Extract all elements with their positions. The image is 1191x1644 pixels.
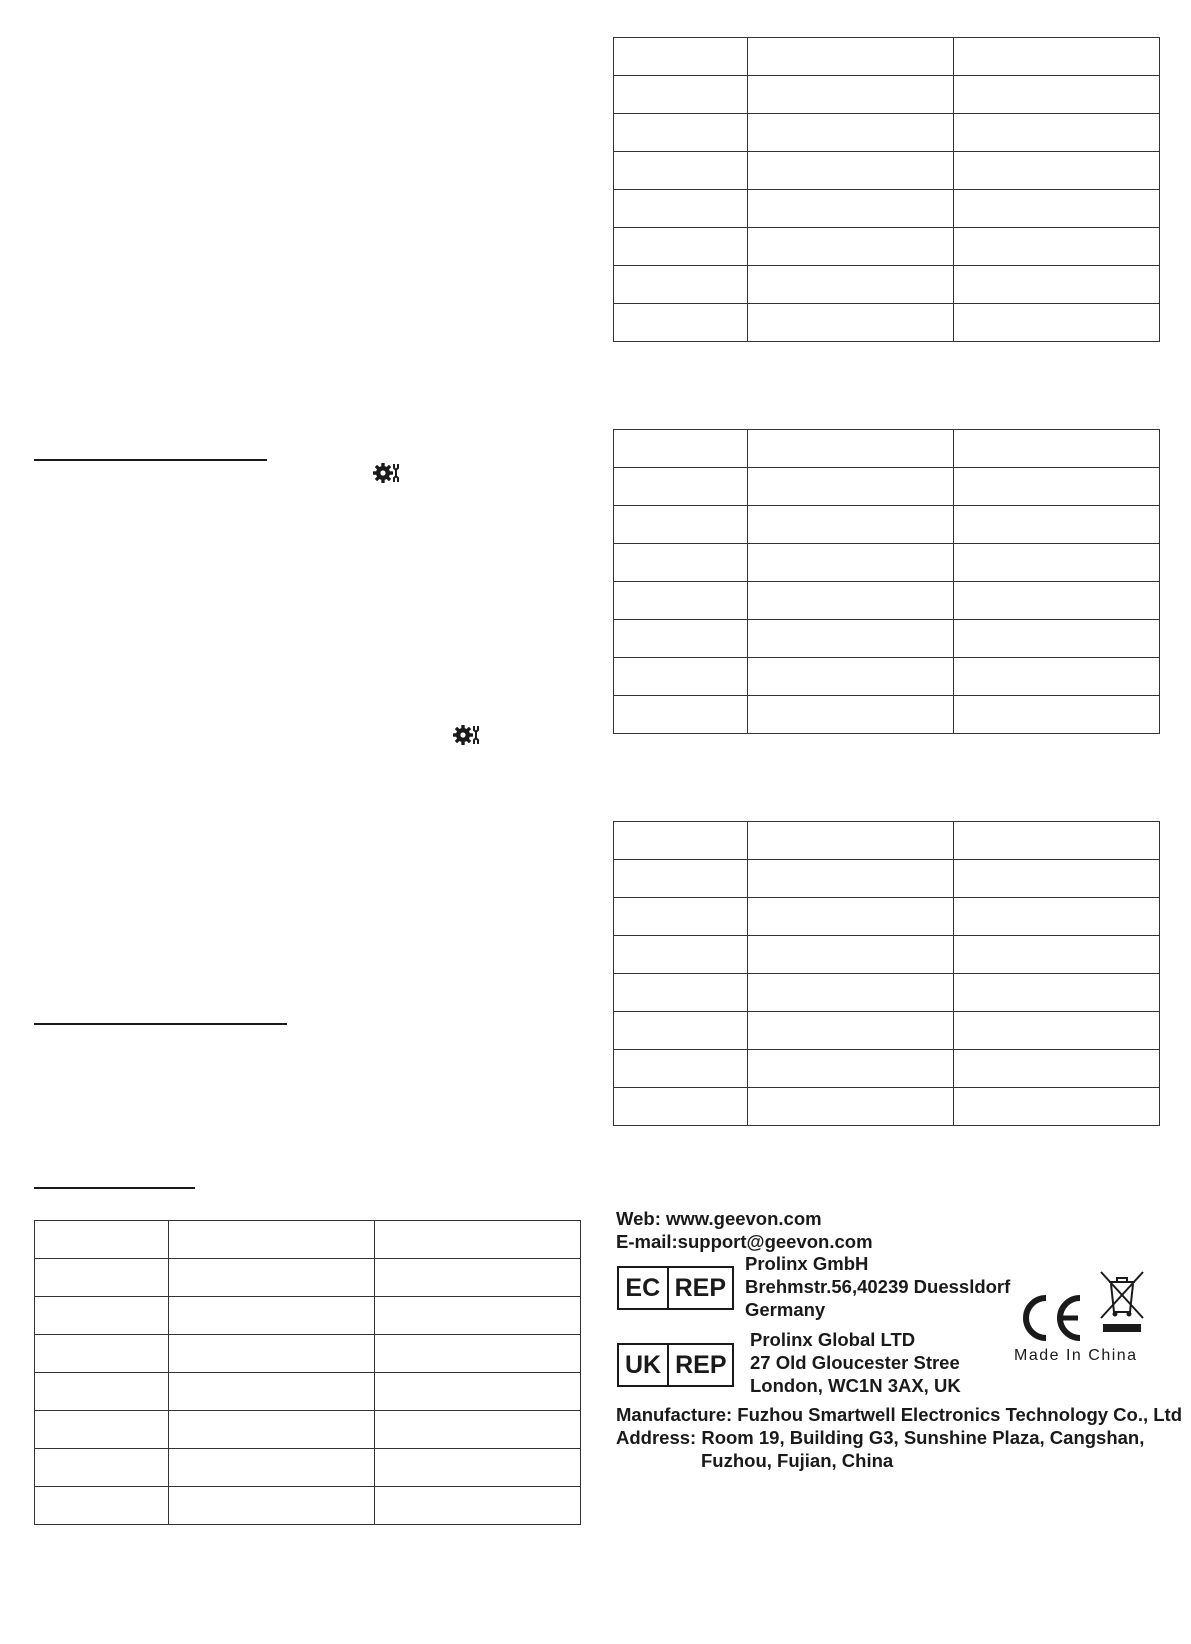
table-row xyxy=(614,468,1160,506)
address-line-1: Address: Room 19, Building G3, Sunshine Plaza, Cangshan, xyxy=(616,1427,1145,1448)
table-row xyxy=(614,974,1160,1012)
gear-wrench-icon xyxy=(373,462,403,484)
table-row xyxy=(35,1411,581,1449)
ec-rep-line-3: Germany xyxy=(745,1299,826,1320)
table-row xyxy=(614,152,1160,190)
ec-rep-box xyxy=(617,1266,734,1310)
table-row xyxy=(614,936,1160,974)
table-row xyxy=(35,1335,581,1373)
table-row xyxy=(614,620,1160,658)
ec-rep-line-1: Prolinx GmbH xyxy=(745,1253,869,1274)
table-row xyxy=(614,304,1160,342)
table-row xyxy=(614,582,1160,620)
table-row xyxy=(35,1259,581,1297)
ec-rep-line-2: Brehmstr.56,40239 Duessldorf xyxy=(745,1276,1011,1297)
ce-mark-icon xyxy=(1018,1294,1088,1342)
table-row xyxy=(614,114,1160,152)
table-row xyxy=(614,38,1160,76)
manufacture-line: Manufacture: Fuzhou Smartwell Electronics Technology Co., Ltd xyxy=(616,1404,1183,1425)
table-row xyxy=(614,228,1160,266)
email-address: E-mail:support@geevon.com xyxy=(616,1231,873,1252)
made-in-label: Made In China xyxy=(1014,1347,1138,1364)
address-line-2: Fuzhou, Fujian, China xyxy=(701,1450,894,1471)
table-row xyxy=(35,1487,581,1525)
uk-rep-box xyxy=(617,1343,734,1387)
table-row xyxy=(614,1050,1160,1088)
empty-table xyxy=(613,429,1160,734)
uk-rep-box-right: REP xyxy=(667,1345,732,1385)
empty-table xyxy=(613,821,1160,1126)
table-row xyxy=(614,898,1160,936)
uk-rep-line-2: 27 Old Gloucester Stree xyxy=(750,1352,960,1373)
ec-rep-box-left: EC xyxy=(625,1273,661,1302)
empty-table xyxy=(613,37,1160,342)
table-row xyxy=(614,1012,1160,1050)
table-row xyxy=(35,1373,581,1411)
table-row xyxy=(614,76,1160,114)
table-row xyxy=(614,658,1160,696)
table-row xyxy=(35,1297,581,1335)
gear-wrench-icon xyxy=(453,724,483,746)
table-row xyxy=(614,430,1160,468)
uk-rep-line-1: Prolinx Global LTD xyxy=(750,1329,916,1350)
table-row xyxy=(614,266,1160,304)
table-row xyxy=(614,860,1160,898)
table-row xyxy=(614,1088,1160,1126)
ec-rep-box-right: REP xyxy=(667,1268,732,1308)
table-row xyxy=(614,822,1160,860)
section-heading-underline xyxy=(34,1023,287,1025)
empty-table xyxy=(34,1220,581,1525)
uk-rep-line-3: London, WC1N 3AX, UK xyxy=(750,1375,961,1396)
crossed-bin-icon xyxy=(1097,1266,1147,1336)
table-row xyxy=(35,1221,581,1259)
table-row xyxy=(614,696,1160,734)
section-heading-underline xyxy=(34,459,267,461)
uk-rep-box-left: UK xyxy=(625,1350,662,1379)
table-row xyxy=(614,190,1160,228)
table-row xyxy=(35,1449,581,1487)
web-address: Web: www.geevon.com xyxy=(616,1208,822,1229)
table-row xyxy=(614,544,1160,582)
table-row xyxy=(614,506,1160,544)
section-heading-underline xyxy=(34,1187,195,1189)
